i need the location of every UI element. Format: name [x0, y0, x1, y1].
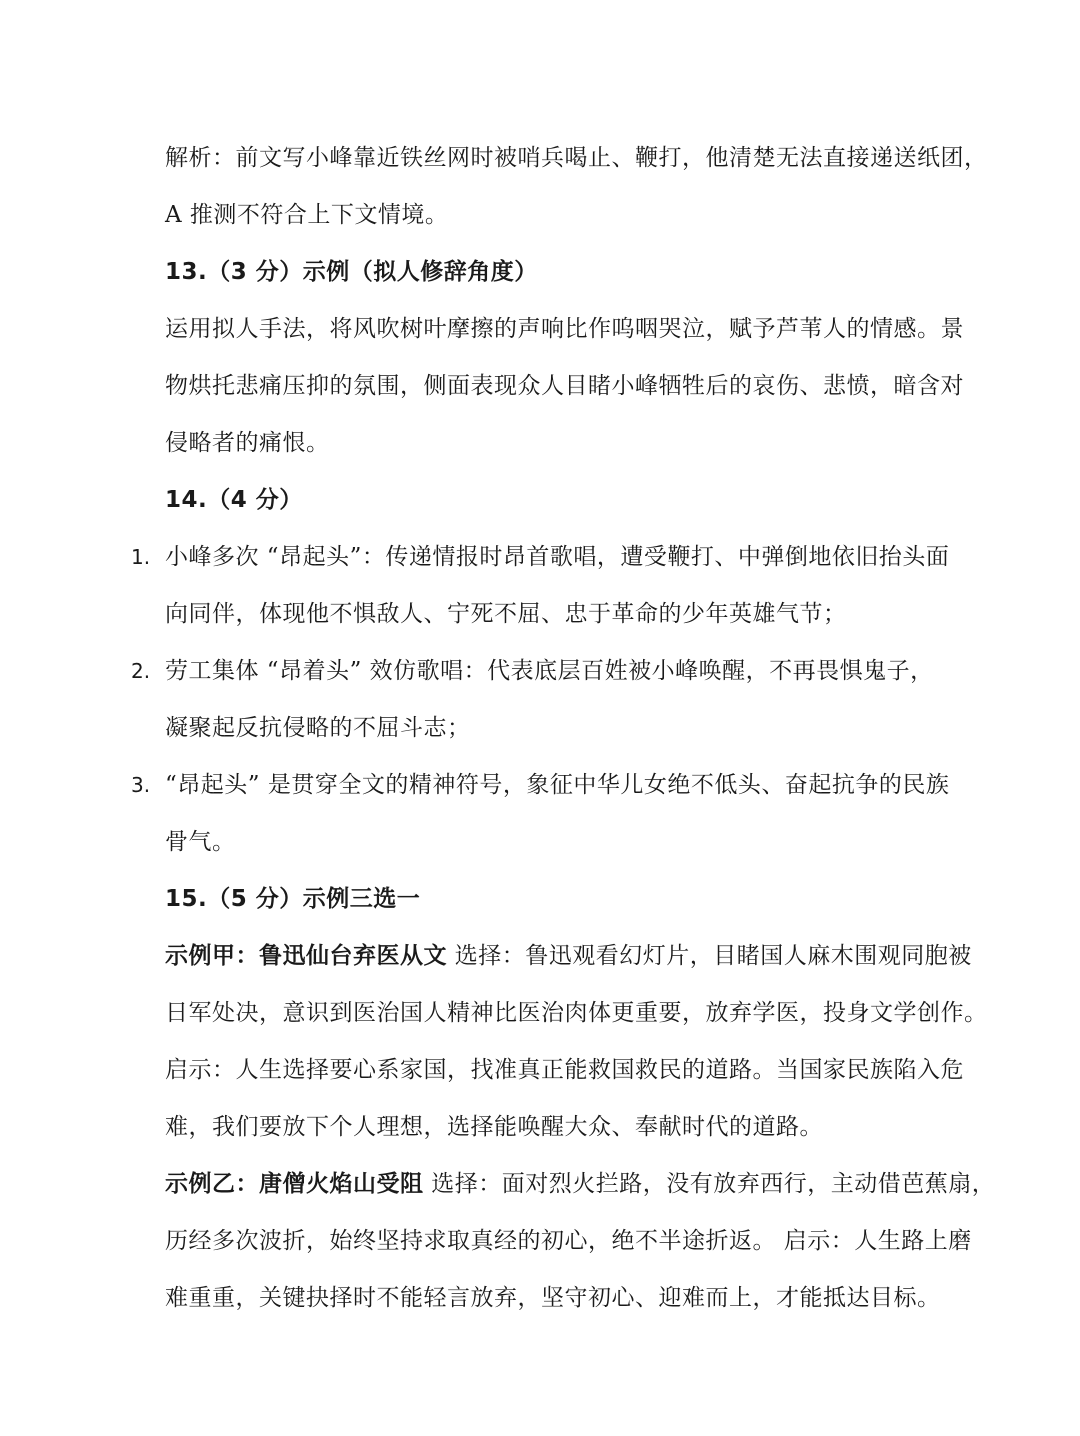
q13-line-1: 运用拟人手法，将风吹树叶摩擦的声响比作呜咽哭泣，赋予芦苇人的情感。景	[165, 316, 964, 342]
q15-example-b-line-1	[165, 1170, 995, 1198]
q13-line-3: 侵略者的痛恨。	[165, 430, 330, 456]
q14-item-2-number: 2.	[131, 659, 151, 683]
q15-example-b-line-1-text: 选择：面对烈火拦路，没有放弃西行，主动借芭蕉扇，	[423, 1171, 996, 1197]
q14-item-1-number: 1.	[131, 545, 151, 569]
q15-example-a-line-2: 日军处决，意识到医治国人精神比医治肉体更重要，放弃学医，投身文学创作。	[165, 1000, 988, 1026]
q15-example-a-line-3: 启示：人生选择要心系家国，找准真正能救国救民的道路。当国家民族陷入危	[165, 1057, 964, 1083]
q15-example-b-line-2: 历经多次波折，始终坚持求取真经的初心，绝不半途折返。 启示：人生路上磨	[165, 1228, 972, 1254]
q14-item-3-number: 3.	[131, 773, 151, 797]
q15-example-b-title: 示例乙：唐僧火焰山受阻	[165, 1171, 424, 1197]
q14-heading: 14.（4 分）	[165, 487, 303, 513]
q15-example-b-line-3: 难重重，关键抉择时不能轻言放弃，坚守初心、迎难而上，才能抵达目标。	[165, 1285, 941, 1311]
q14-item-1-line-1: 小峰多次 “昂起头”：传递情报时昂首歌唱，遭受鞭打、中弹倒地依旧抬头面	[165, 544, 950, 570]
q15-example-a-line-4: 难，我们要放下个人理想，选择能唤醒大众、奉献时代的道路。	[165, 1114, 823, 1140]
q15-heading: 15.（5 分）示例三选一	[165, 886, 421, 912]
q15-example-a-title: 示例甲：鲁迅仙台弃医从文	[165, 943, 447, 969]
q15-example-a-line-1-text: 选择：鲁迅观看幻灯片，目睹国人麻木围观同胞被	[447, 943, 972, 969]
analysis-line-1: 解析：前文写小峰靠近铁丝网时被哨兵喝止、鞭打，他清楚无法直接递送纸团，	[165, 145, 988, 171]
analysis-line-2: A 推测不符合上下文情境。	[165, 202, 449, 228]
q13-heading: 13.（3 分）示例（拟人修辞角度）	[165, 259, 538, 285]
q14-item-1-line-2: 向同伴，体现他不惧敌人、宁死不屈、忠于革命的少年英雄气节；	[165, 601, 847, 627]
q14-item-3-line-1: “昂起头” 是贯穿全文的精神符号，象征中华儿女绝不低头、奋起抗争的民族	[165, 772, 950, 798]
q14-item-3-line-2: 骨气。	[165, 829, 236, 855]
q13-line-2: 物烘托悲痛压抑的氛围，侧面表现众人目睹小峰牺牲后的哀伤、悲愤，暗含对	[165, 373, 964, 399]
q15-example-a-line-1	[165, 942, 972, 970]
q14-item-2-line-1: 劳工集体 “昂着头” 效仿歌唱：代表底层百姓被小峰唤醒，不再畏惧鬼子，	[165, 658, 934, 684]
q14-item-2-line-2: 凝聚起反抗侵略的不屈斗志；	[165, 715, 471, 741]
